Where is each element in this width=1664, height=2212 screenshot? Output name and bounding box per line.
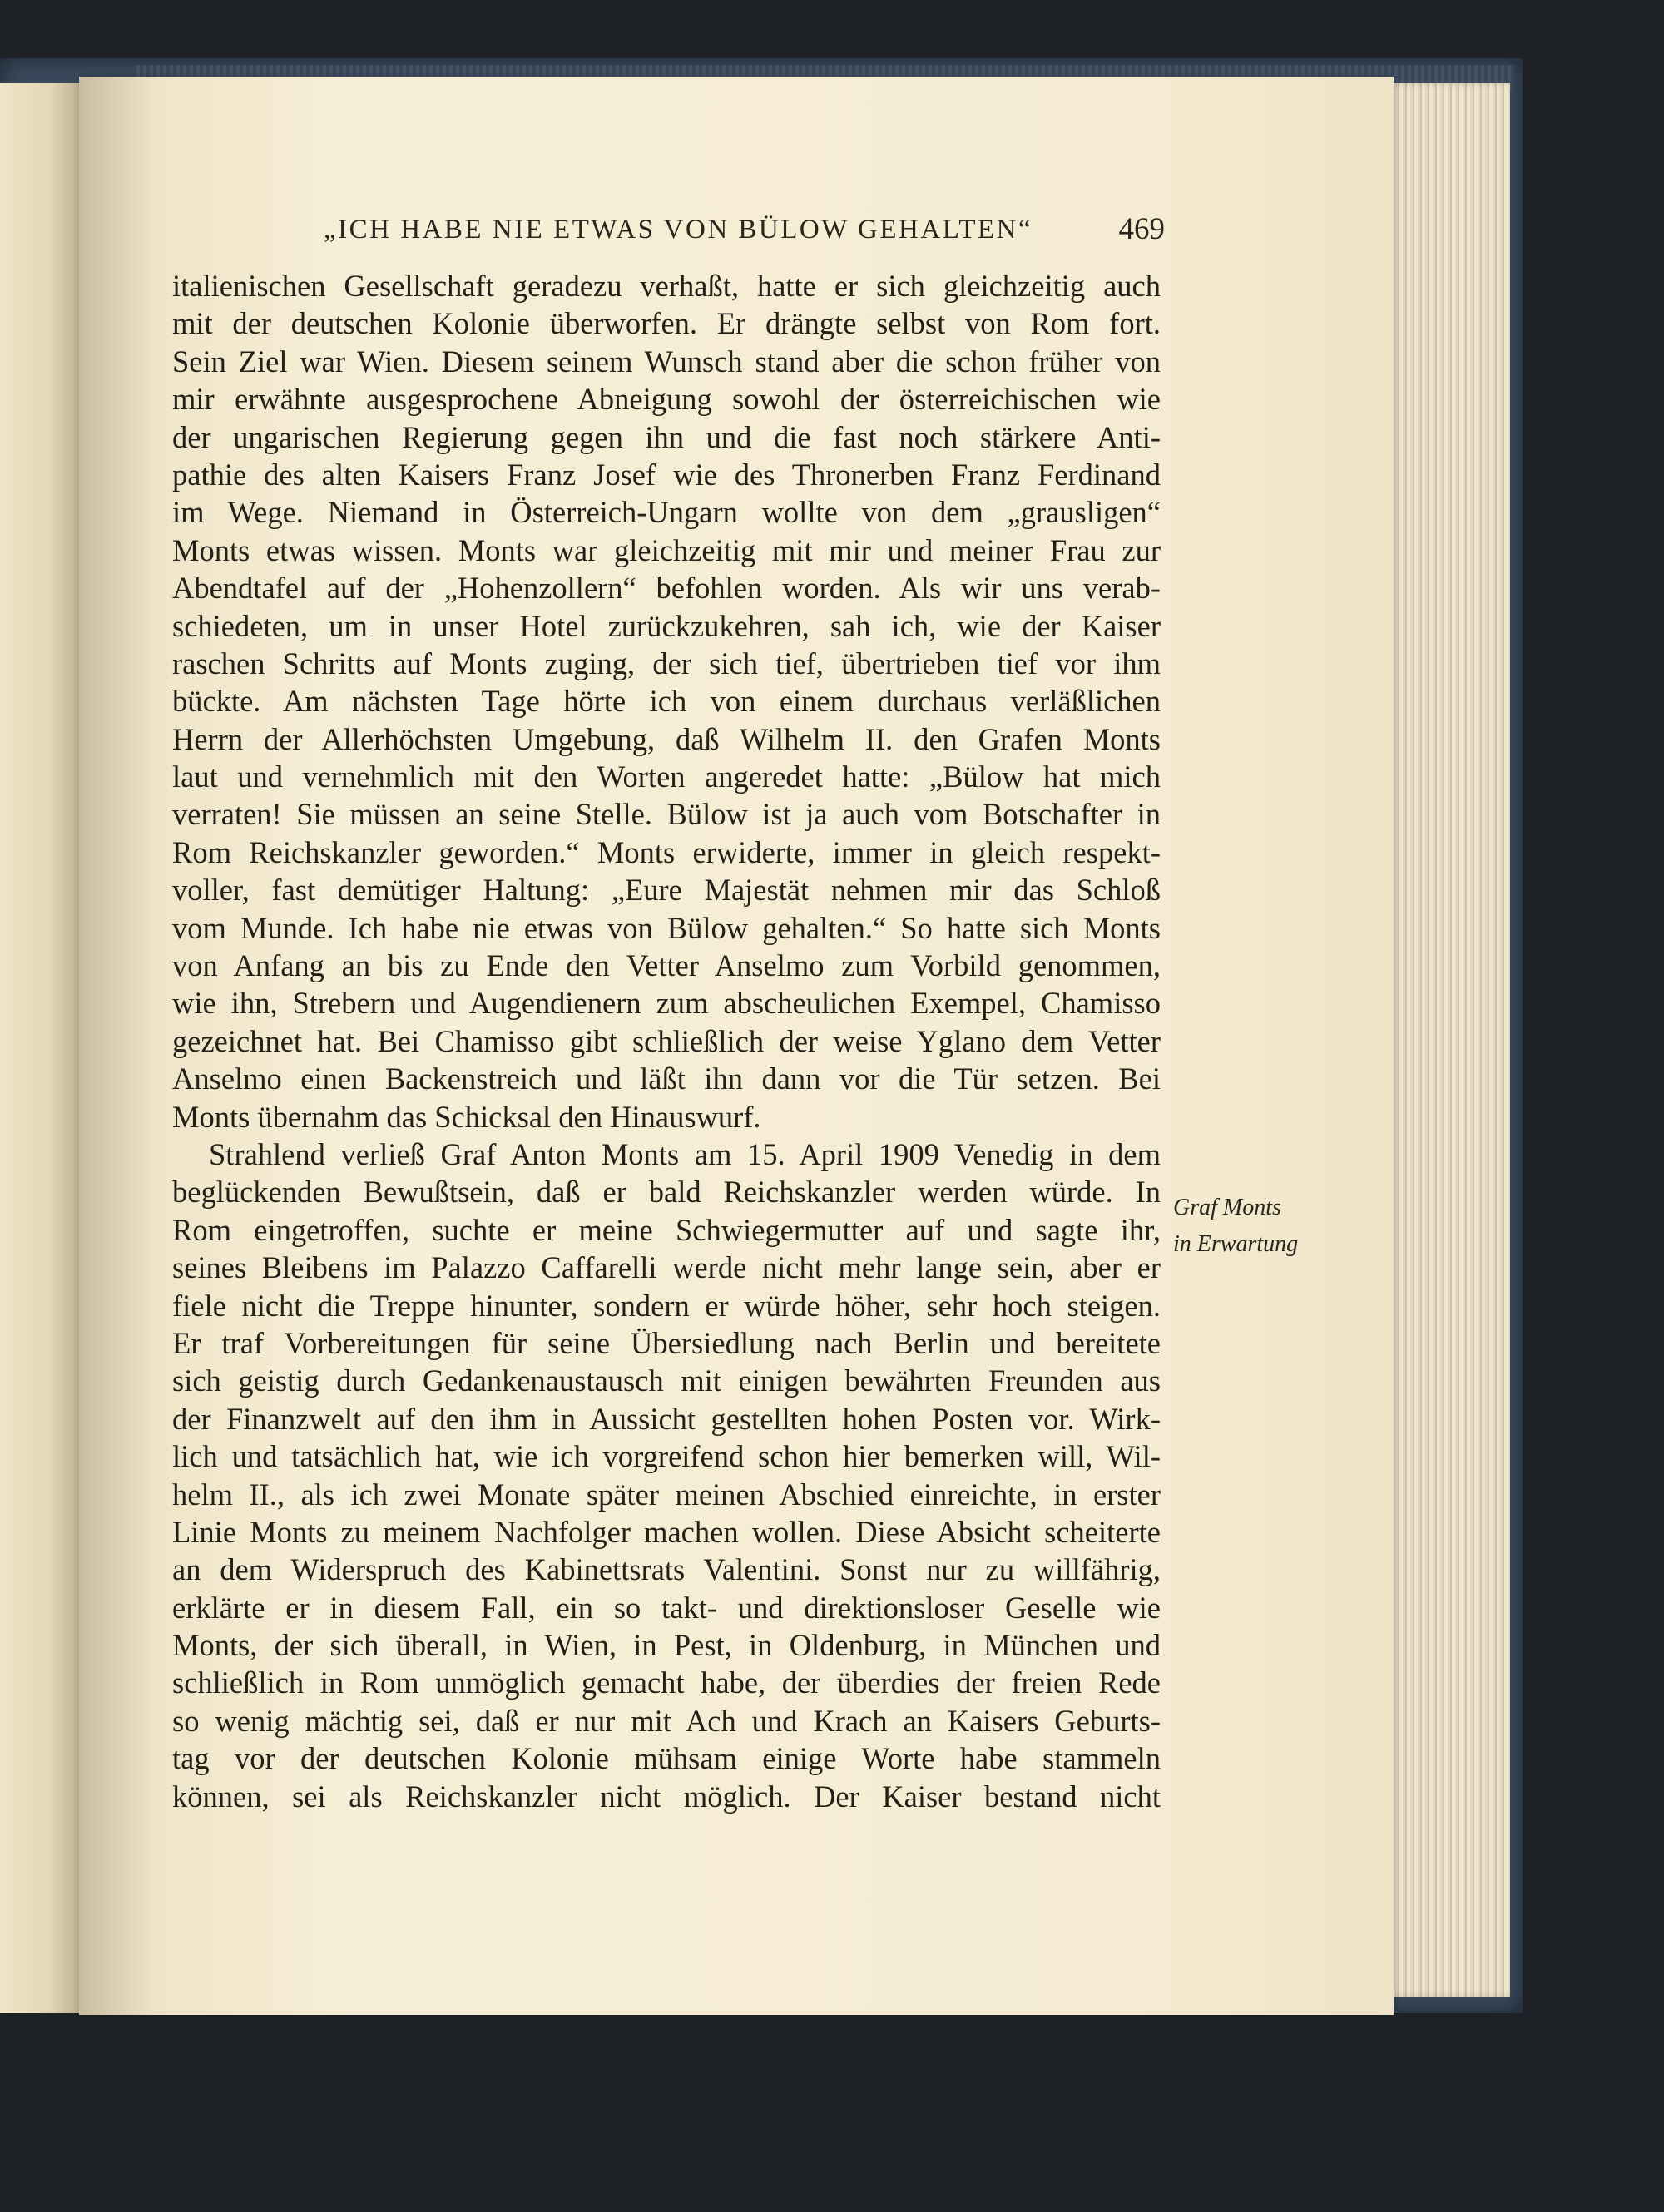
text-line: Herrn der Allerhöchsten Umgebung, daß Wilhelm II. den Grafen Monts bbox=[172, 721, 1161, 756]
text-line: laut und vernehmlich mit den Worten angeredet hatte: „Bülow hat mich bbox=[172, 760, 1161, 794]
text-line: Sein Ziel war Wien. Diesem seinem Wunsch stand aber die schon früher von bbox=[172, 344, 1161, 379]
text-line: vom Munde. Ich habe nie etwas von Bülow gehalten.“ So hatte sich Monts bbox=[172, 910, 1161, 945]
facing-page bbox=[0, 83, 83, 2013]
text-line: bückte. Am nächsten Tage hörte ich von einem durchaus verläßlichen bbox=[172, 684, 1161, 719]
text-line: schiedeten, um in unser Hotel zurückzukehren, sah ich, wie der Kaiser bbox=[172, 608, 1161, 643]
text-line: der ungarischen Regierung gegen ihn und die fast noch stärkere Anti- bbox=[172, 419, 1161, 454]
text-line: lich und tatsächlich hat, wie ich vorgreifend schon hier bemerken will, Wil- bbox=[172, 1439, 1161, 1474]
text-line: schließlich in Rom unmöglich gemacht habe, der überdies der freien Rede bbox=[172, 1665, 1161, 1700]
text-line: Monts, der sich überall, in Wien, in Pest, in Oldenburg, in München und bbox=[172, 1628, 1161, 1663]
text-line: beglückenden Bewußtsein, daß er bald Reichskanzler werden würde. In bbox=[172, 1175, 1161, 1210]
text-line: so wenig mächtig sei, daß er nur mit Ach und Krach an Kaisers Geburts- bbox=[172, 1703, 1161, 1738]
text-line: Linie Monts zu meinem Nachfolger machen wollen. Diese Absicht scheiterte bbox=[172, 1514, 1161, 1549]
text-line: Monts etwas wissen. Monts war gleichzeitig mit mir und meiner Frau zur bbox=[172, 532, 1161, 567]
text-line: Anselmo einen Backenstreich und läßt ihn dann vor die Tür setzen. Bei bbox=[172, 1061, 1161, 1096]
text-line: mit der deutschen Kolonie überworfen. Er drängte selbst von Rom fort. bbox=[172, 306, 1161, 341]
text-line: an dem Widerspruch des Kabinettsrats Valentini. Sonst nur zu willfährig, bbox=[172, 1552, 1161, 1587]
text-line: voller, fast demütiger Haltung: „Eure Majestät nehmen mir das Schloß bbox=[172, 873, 1161, 908]
text-line: erklärte er in diesem Fall, ein so takt- und direktionsloser Geselle wie bbox=[172, 1590, 1161, 1625]
text-line: raschen Schritts auf Monts zuging, der sich tief, übertrieben tief vor ihm bbox=[172, 646, 1161, 680]
text-line: sich geistig durch Gedankenaustausch mit einigen bewährten Freunden aus bbox=[172, 1363, 1161, 1398]
text-line: können, sei als Reichskanzler nicht möglich. Der Kaiser bestand nicht bbox=[172, 1779, 1161, 1814]
text-line: helm II., als ich zwei Monate später meinen Abschied einreichte, in erster bbox=[172, 1477, 1161, 1512]
marginal-note-line: Graf Monts bbox=[1173, 1195, 1281, 1220]
marginal-note-line: in Erwartung bbox=[1173, 1231, 1299, 1257]
running-head: „ICH HABE NIE ETWAS VON BÜLOW GEHALTEN“ bbox=[324, 215, 1033, 245]
text-line: wie ihn, Strebern und Augendienern zum abscheulichen Exempel, Chamisso bbox=[172, 986, 1161, 1021]
text-line: italienischen Gesellschaft geradezu verhaßt, hatte er sich gleichzeitig auch bbox=[172, 269, 1161, 303]
text-line: Rom eingetroffen, suchte er meine Schwiegermutter auf und sagte ihr, bbox=[172, 1212, 1161, 1247]
text-line: Rom Reichskanzler geworden.“ Monts erwiderte, immer in gleich respekt- bbox=[172, 834, 1161, 869]
paragraph-end-line: Monts übernahm das Schicksal den Hinauswurf. bbox=[172, 1099, 761, 1134]
text-line: pathie des alten Kaisers Franz Josef wie des Thronerben Franz Ferdinand bbox=[172, 457, 1161, 492]
text-line: im Wege. Niemand in Österreich-Ungarn wollte von dem „grausligen“ bbox=[172, 495, 1161, 530]
text-line: gezeichnet hat. Bei Chamisso gibt schließlich der weise Yglano dem Vetter bbox=[172, 1023, 1161, 1058]
text-line: Abendtafel auf der „Hohenzollern“ befohlen worden. Als wir uns verab- bbox=[172, 571, 1161, 606]
page-number: 469 bbox=[1118, 212, 1165, 246]
text-line: fiele nicht die Treppe hinunter, sondern er würde höher, sehr hoch steigen. bbox=[172, 1288, 1161, 1323]
marginal-note bbox=[1173, 1190, 1356, 1263]
text-line: mir erwähnte ausgesprochene Abneigung sowohl der österreichischen wie bbox=[172, 382, 1161, 417]
text-line: tag vor der deutschen Kolonie mühsam einige Worte habe stammeln bbox=[172, 1741, 1161, 1776]
text-line: seines Bleibens im Palazzo Caffarelli werde nicht mehr lange sein, aber er bbox=[172, 1250, 1161, 1285]
text-line: der Finanzwelt auf den ihm in Aussicht gestellten hohen Posten vor. Wirk- bbox=[172, 1401, 1161, 1436]
text-line: verraten! Sie müssen an seine Stelle. Bülow ist ja auch vom Botschafter in bbox=[172, 797, 1161, 832]
text-line: von Anfang an bis zu Ende den Vetter Anselmo zum Vorbild genommen, bbox=[172, 948, 1161, 983]
body-text bbox=[172, 267, 1161, 1815]
text-line: Er traf Vorbereitungen für seine Übersiedlung nach Berlin und bereitete bbox=[172, 1325, 1161, 1360]
paragraph-start-line: Strahlend verließ Graf Anton Monts am 15. April 1909 Venedig in dem bbox=[209, 1136, 1161, 1171]
